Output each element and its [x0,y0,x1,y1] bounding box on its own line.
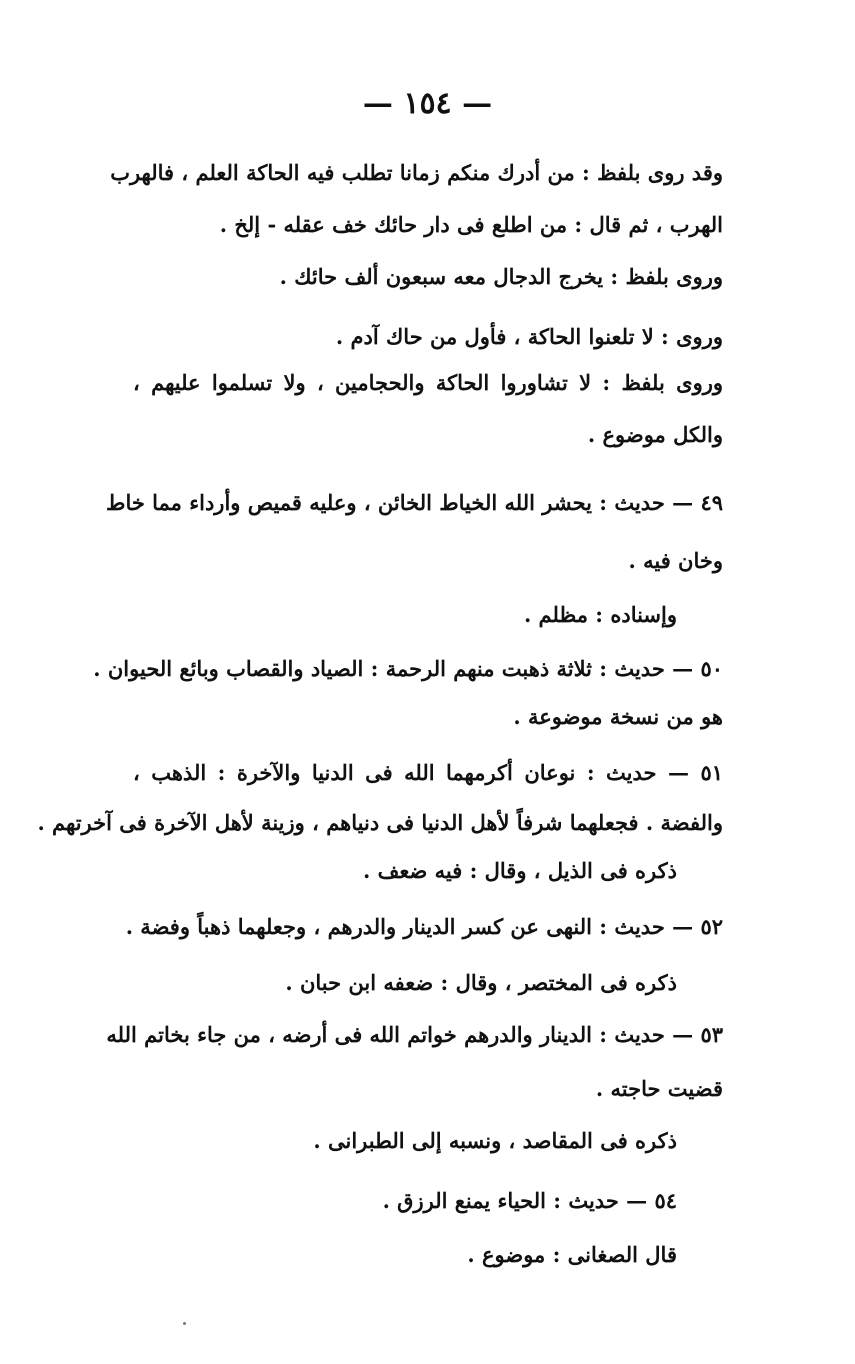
hadith-49-line-1: ٤٩ — حديث : يحشر الله الخياط الخائن ، وعليه قميص وأرداء مما خاط [106,490,723,515]
hadith-49-note: وإسناده : مظلم . [523,602,677,627]
text-line-2: الهرب ، ثم قال : من اطلع فى دار حائك خف عقله - إلخ . [219,212,723,237]
hadith-53-note: ذكره فى المقاصد ، ونسبه إلى الطبرانى . [313,1128,677,1153]
page-number: — ١٥٤ — [362,86,493,121]
hadith-50-note: هو من نسخة موضوعة . [513,704,723,729]
text-line-6: والكل موضوع . [587,422,723,447]
text-line-3: وروى بلفظ : يخرج الدجال معه سبعون ألف حائك . [279,264,723,289]
scan-speck [183,1322,186,1325]
hadith-53-line-1: ٥٣ — حديث : الدينار والدرهم خواتم الله فى أرضه ، من جاء بخاتم الله [106,1022,723,1047]
hadith-50-line-1: ٥٠ — حديث : ثلاثة ذهبت منهم الرحمة : الصياد والقصاب وبائع الحيوان . [93,656,723,681]
hadith-52-note: ذكره فى المختصر ، وقال : ضعفه ابن حبان . [285,970,677,995]
text-line-5: وروى بلفظ : لا تشاوروا الحاكة والحجامين ، ولا تسلموا عليهم ، [133,370,723,395]
text-line-1: وقد روى بلفظ : من أدرك منكم زمانا تطلب فيه الحاكة العلم ، فالهرب [110,160,723,185]
hadith-51-line-1: ٥١ — حديث : نوعان أكرمهما الله فى الدنيا والآخرة : الذهب ، [133,760,723,785]
hadith-54-line-1: ٥٤ — حديث : الحياء يمنع الرزق . [382,1188,677,1213]
hadith-53-line-2: قضيت حاجته . [595,1076,723,1101]
hadith-49-line-2: وخان فيه . [628,548,723,573]
hadith-51-note: ذكره فى الذيل ، وقال : فيه ضعف . [363,858,677,883]
hadith-51-line-2: والفضة . فجعلهما شرفاً لأهل الدنيا فى دنياهم ، وزينة لأهل الآخرة فى آخرتهم . [37,810,723,835]
hadith-52-line-1: ٥٢ — حديث : النهى عن كسر الدينار والدرهم ، وجعلهما ذهباً وفضة . [125,914,723,939]
hadith-54-note: قال الصغانى : موضوع . [467,1242,677,1267]
text-line-4: وروى : لا تلعنوا الحاكة ، فأول من حاك آدم . [335,324,723,349]
